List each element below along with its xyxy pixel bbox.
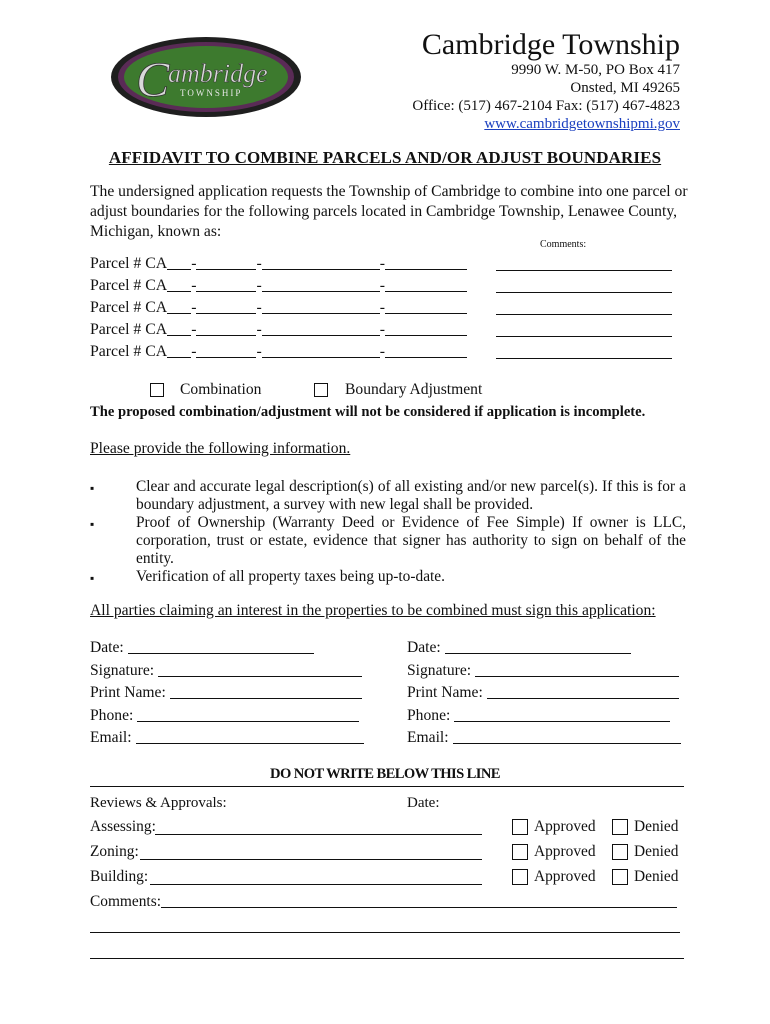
parcel-field-4[interactable] [385,312,467,314]
requirement-item: Proof of Ownership (Warranty Deed or Evidence of Fee Simple) If owner is LLC, corporation, trust or estate, evidence that signer has authority to sign on behalf of the entity. [136,514,686,567]
review-row [90,818,156,836]
phone-label: Phone: [407,706,451,724]
combination-label: Combination [180,381,262,398]
divider-line [90,786,684,787]
review-comments-label: Comments: [90,893,161,910]
signature-row [407,662,679,680]
print-name-row [90,684,362,702]
bullet-icon: ▪ [90,517,95,531]
signature-label: Signature: [90,661,155,679]
boundary-adjustment-label: Boundary Adjustment [345,381,483,398]
date-field[interactable] [128,653,314,654]
parcel-row [90,299,467,317]
parcel-label: Parcel # CA [90,255,168,272]
parcel-field-3[interactable] [262,268,380,270]
parcel-field-1[interactable] [167,334,191,336]
review-label: Zoning: [90,843,139,860]
date-row [90,639,314,657]
svg-text:C: C [136,51,170,107]
form-title: AFFIDAVIT TO COMBINE PARCELS AND/OR ADJUST BOUNDARIES [108,148,662,167]
denied-checkbox[interactable] [612,869,628,885]
signature-field[interactable] [475,676,679,677]
denied-label: Denied [634,843,679,860]
dash: - [379,299,386,316]
intro-paragraph: The undersigned application requests the Township of Cambridge to combine into one parcel or adjust boundaries for the following parcels located in Cambridge Township, Lenawee County, Michigan, known as: [90,183,688,240]
parcel-comment-line[interactable] [496,292,672,293]
parcel-field-1[interactable] [167,312,191,314]
email-row [90,729,364,747]
bottom-divider [90,958,684,959]
parcel-label: Parcel # CA [90,277,168,294]
email-field[interactable] [453,743,681,744]
print-name-field[interactable] [487,698,679,699]
phone-fax: Office: (517) 467-2104 Fax: (517) 467-4823 [412,98,680,114]
parcel-label: Parcel # CA [90,299,168,316]
bullet-icon: ▪ [90,571,95,585]
parcel-field-2[interactable] [196,268,256,270]
dash: - [256,255,262,272]
dash: - [256,277,262,294]
parcel-comment-line[interactable] [496,336,672,337]
combination-checkbox[interactable] [150,383,164,397]
dash: - [191,277,197,294]
phone-row [407,707,670,725]
incomplete-warning: The proposed combination/adjustment will not be considered if application is incomplete. [90,404,646,420]
dash: - [379,343,386,360]
please-provide-heading: Please provide the following information. [90,440,351,457]
logo-wordmark: ambridge [168,59,268,88]
dash: - [379,255,386,272]
parcel-field-2[interactable] [196,290,256,292]
approved-label: Approved [534,868,596,885]
parcel-field-3[interactable] [262,356,380,358]
email-row [407,729,681,747]
denied-checkbox[interactable] [612,844,628,860]
parcel-row [90,321,467,339]
do-not-write-banner: DO NOT WRITE BELOW THIS LINE [270,766,500,782]
email-field[interactable] [136,743,364,744]
parcel-label: Parcel # CA [90,321,168,338]
parcel-field-2[interactable] [196,312,256,314]
review-comments-line-2[interactable] [90,932,680,933]
date-label: Date: [407,639,441,656]
reviews-label: Reviews & Approvals: [90,795,227,811]
review-row [90,868,148,886]
parcel-row [90,277,467,295]
parcel-row [90,343,467,361]
parcel-field-2[interactable] [196,356,256,358]
signature-row [90,662,362,680]
parcel-field-4[interactable] [385,356,467,358]
parcel-field-4[interactable] [385,268,467,270]
print-name-label: Print Name: [90,684,166,701]
denied-label: Denied [634,868,679,885]
signature-field[interactable] [158,676,362,677]
parcel-field-4[interactable] [385,290,467,292]
parcel-comment-line[interactable] [496,358,672,359]
parcel-field-4[interactable] [385,334,467,336]
dash: - [379,277,386,294]
print-name-field[interactable] [170,698,362,699]
website-link[interactable]: www.cambridgetownshipmi.gov [484,116,680,132]
review-comments-row [90,893,677,911]
denied-checkbox[interactable] [612,819,628,835]
review-comments-line[interactable] [161,907,677,908]
address-line-2: Onsted, MI 49265 [570,80,680,96]
address-line-1: 9990 W. M-50, PO Box 417 [511,62,680,78]
township-name: Cambridge Township [421,28,680,61]
review-date-label: Date: [407,795,440,811]
review-label: Building: [90,868,149,885]
parcel-field-3[interactable] [262,312,380,314]
requirement-item: Verification of all property taxes being up-to-date. [136,568,445,585]
parcel-row [90,255,467,273]
date-field[interactable] [445,653,631,654]
approved-label: Approved [534,843,596,860]
review-row [90,843,139,861]
dash: - [191,299,197,316]
parcel-field-3[interactable] [262,334,380,336]
parcel-field-3[interactable] [262,290,380,292]
email-label: Email: [90,729,132,746]
print-name-label: Print Name: [407,684,483,701]
comments-header: Comments: [540,239,587,250]
logo-subtext: TOWNSHIP [180,88,243,98]
requirement-item: Clear and accurate legal description(s) of all existing and/or new parcel(s). If this is for a boundary adjustment, a survey with new legal shall be provided. [136,478,686,513]
signature-label: Signature: [407,661,472,679]
review-signature-line[interactable] [140,859,482,860]
review-signature-line[interactable] [150,884,482,885]
approved-checkbox[interactable] [512,819,528,835]
bullet-icon: ▪ [90,481,95,495]
approved-label: Approved [534,818,596,835]
date-label: Date: [90,639,124,656]
dash: - [256,299,262,316]
phone-field[interactable] [454,721,670,722]
dash: - [256,343,262,360]
dash: - [379,321,386,338]
boundary-adjustment-checkbox[interactable] [314,383,328,397]
approved-checkbox[interactable] [512,844,528,860]
parcel-comment-line[interactable] [496,314,672,315]
email-label: Email: [407,729,449,746]
parcel-field-1[interactable] [167,290,191,292]
approved-checkbox[interactable] [512,869,528,885]
phone-field[interactable] [137,721,359,722]
parties-note: All parties claiming an interest in the properties to be combined must sign this application: [90,602,656,619]
review-signature-line[interactable] [155,834,482,835]
dash: - [191,343,197,360]
print-name-row [407,684,679,702]
parcel-label: Parcel # CA [90,343,168,360]
date-row [407,639,631,657]
dash: - [256,321,262,338]
parcel-comment-line[interactable] [496,270,672,271]
dash: - [191,255,197,272]
phone-label: Phone: [90,706,134,724]
phone-row [90,707,359,725]
cambridge-township-logo [110,36,302,118]
parcel-field-1[interactable] [167,356,191,358]
dash: - [191,321,197,338]
denied-label: Denied [634,818,679,835]
parcel-field-1[interactable] [167,268,191,270]
parcel-field-2[interactable] [196,334,256,336]
review-label: Assessing: [90,818,156,835]
